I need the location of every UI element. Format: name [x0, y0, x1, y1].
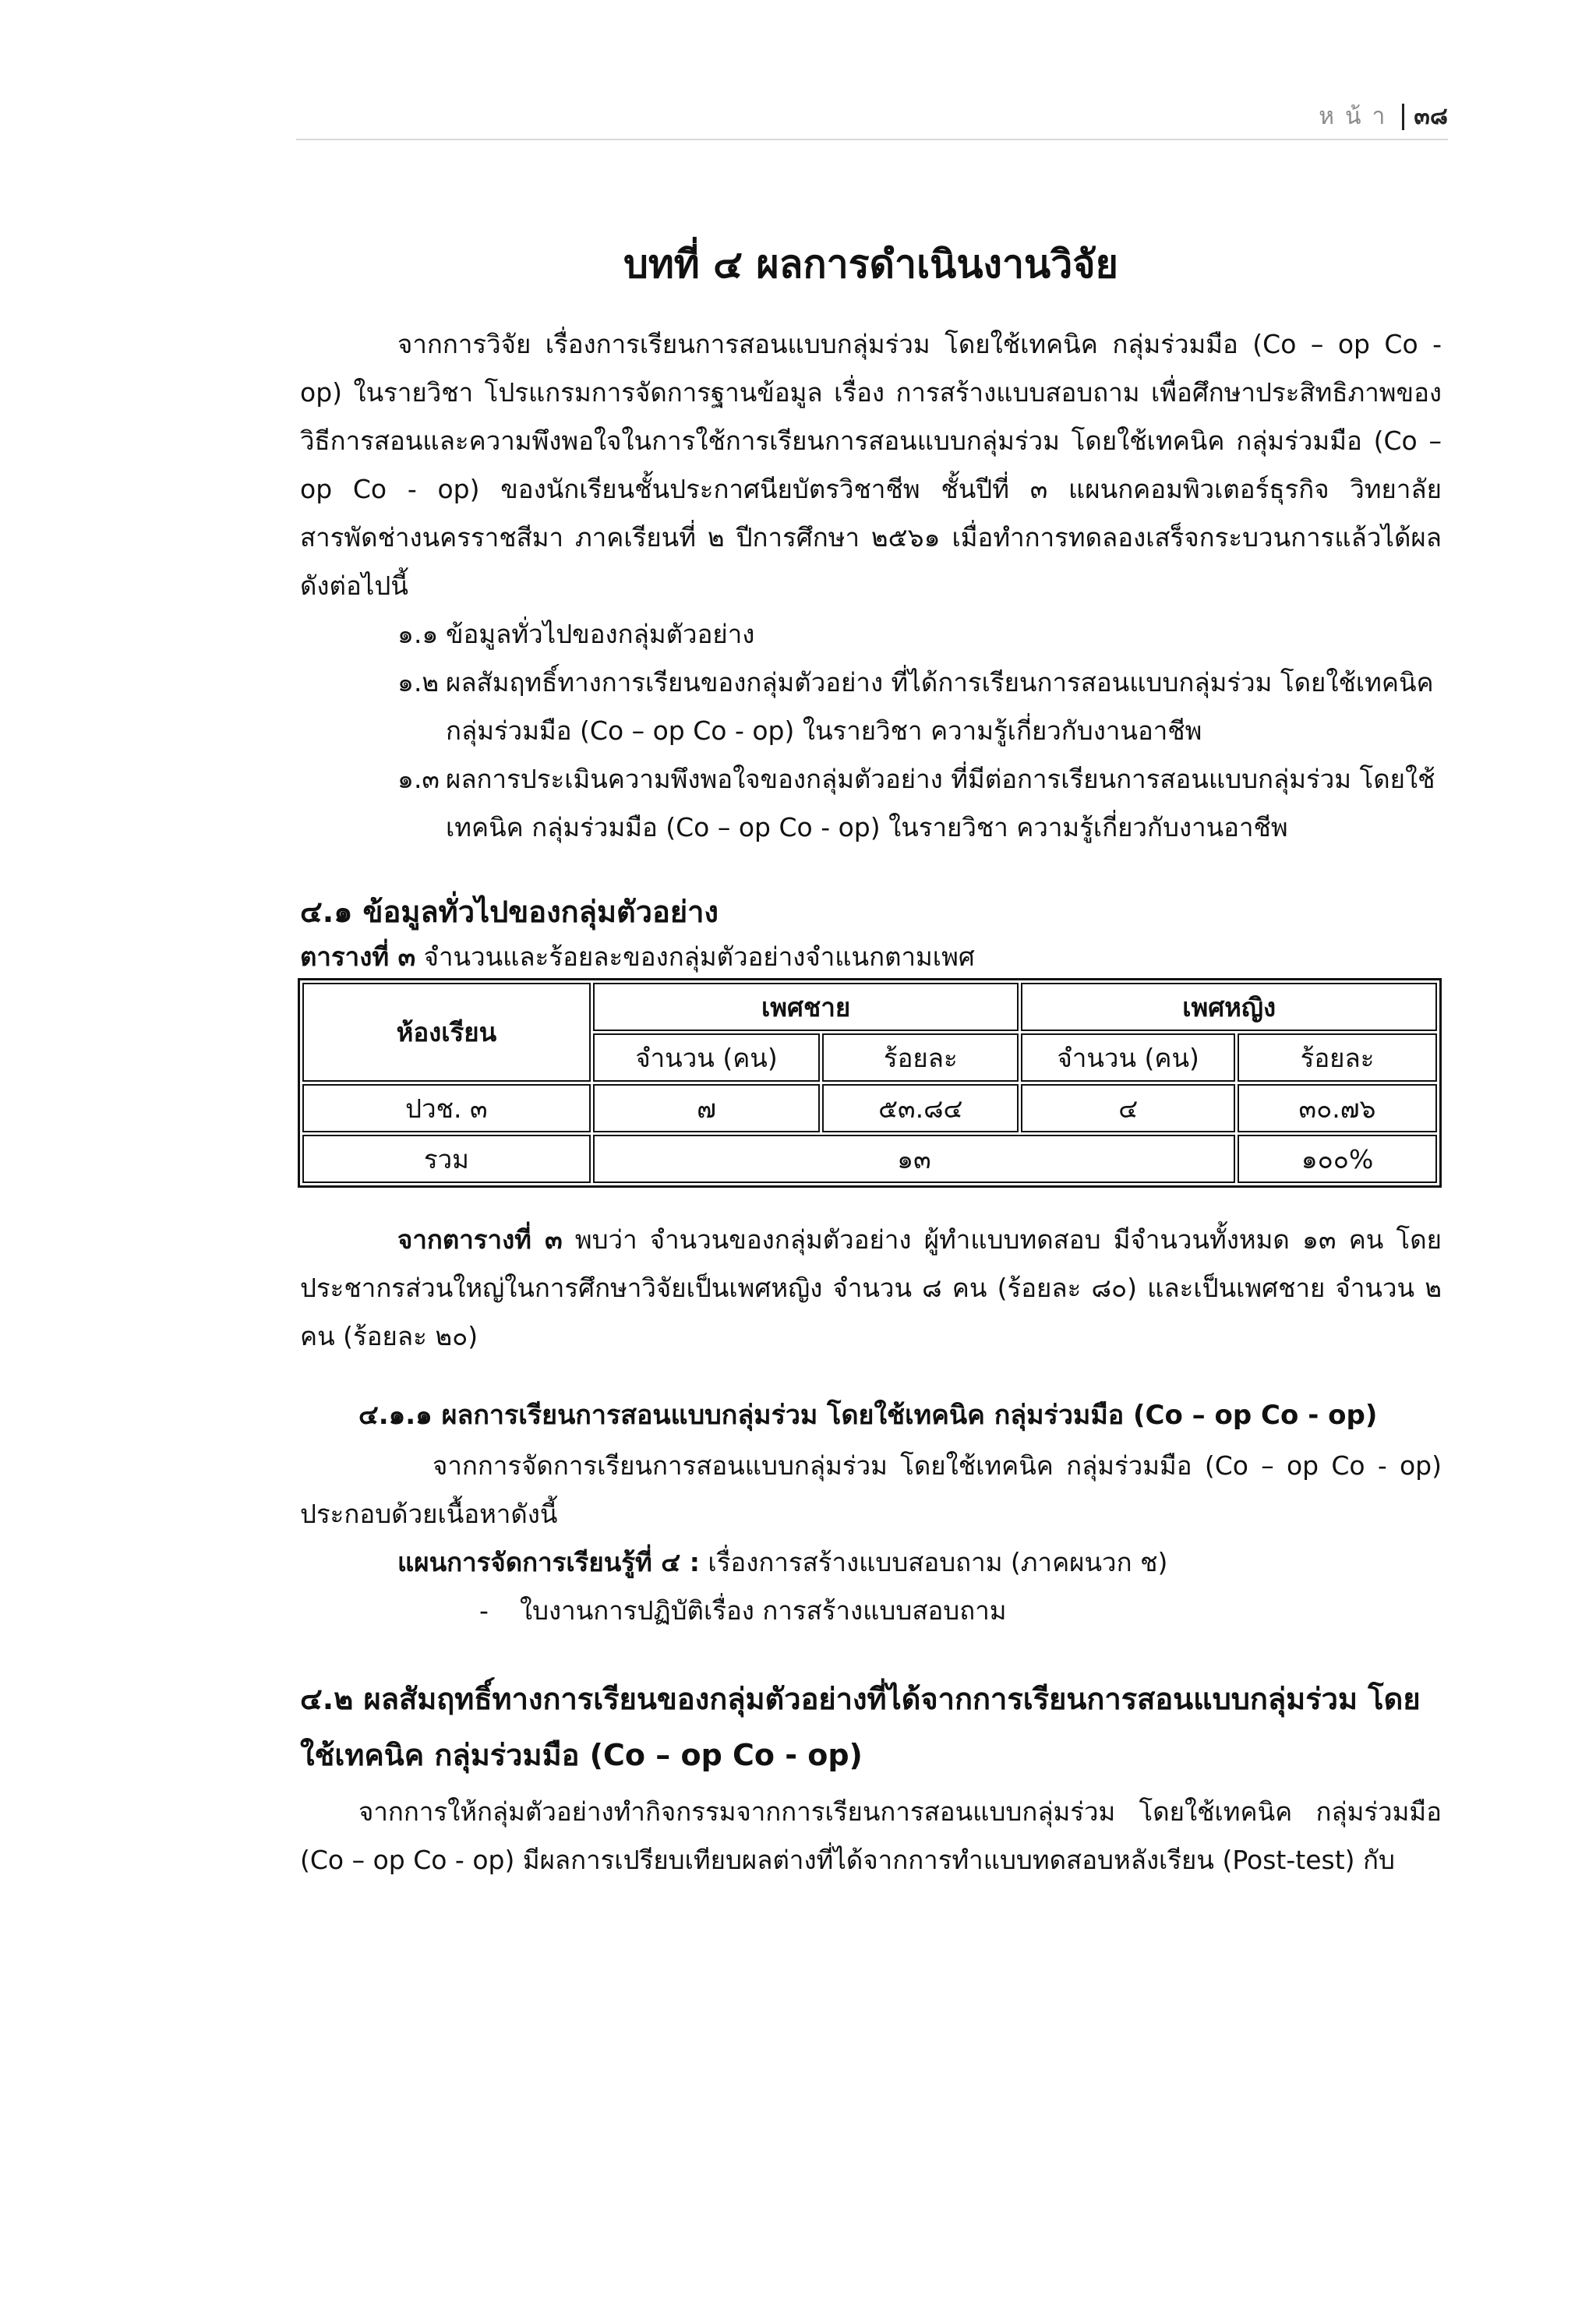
gender-table [298, 978, 1442, 1188]
lesson-plan-line [300, 1538, 1442, 1587]
outline-text: ข้อมูลทั่วไปของกลุ่มตัวอย่าง [446, 619, 755, 649]
page-number-block [1319, 98, 1448, 135]
section-4-1-1-heading: ๔.๑.๑ ผลการเรียนการสอนแบบกลุ่มร่วม โดยใช้เทคนิค กลุ่มร่วมมือ (Co – op Co - op) [358, 1400, 1378, 1431]
page-number: ๓๘ [1414, 103, 1448, 130]
summary-text: พบว่า จำนวนของกลุ่มตัวอย่าง ผู้ทำแบบทดสอบ มีจำนวนทั้งหมด ๑๓ คน โดยประชากรส่วนใหญ่ในการศึกษาวิจัยเป็นเพศหญิง จำนวน ๘ คน (ร้อยละ ๘๐) และเป็นเพศชาย จำนวน ๒ คน (ร้อยละ ๒๐) [300, 1224, 1442, 1351]
cell-male-count: ๗ [593, 1084, 820, 1132]
outline-number: ๑.๒ [397, 667, 440, 698]
summary-label: จากตารางที่ ๓ [397, 1224, 563, 1255]
lesson-plan-text: เรื่องการสร้างแบบสอบถาม (ภาคผนวก ช) [699, 1547, 1168, 1577]
section-4-2-heading: ๔.๒ ผลสัมฤทธิ์ทางการเรียนของกลุ่มตัวอย่างที่ได้จากการเรียนการสอนแบบกลุ่มร่วม โดยใช้เทคนิค กลุ่มร่วมมือ (Co – op Co - op) [300, 1682, 1421, 1772]
cell-room: ปวช. ๓ [302, 1084, 591, 1132]
table-header-row [302, 983, 1437, 1031]
chapter-title: บทที่ ๔ ผลการดำเนินงานวิจัย [623, 242, 1118, 287]
page-body [300, 234, 1442, 1884]
cell-total-count: ๑๓ [593, 1135, 1235, 1183]
table-total-row [302, 1135, 1437, 1183]
table-caption-label: ตารางที่ ๓ [300, 941, 416, 972]
outline-item [397, 755, 1442, 852]
subheader-female-count: จำนวน (คน) [1021, 1033, 1235, 1082]
cell-male-percent: ๕๓.๘๔ [822, 1084, 1019, 1132]
outline-item [397, 659, 1442, 755]
cell-total-percent: ๑๐๐% [1238, 1135, 1437, 1183]
outline-text: ผลการประเมินความพึงพอใจของกลุ่มตัวอย่าง ที่มีต่อการเรียนการสอนแบบกลุ่มร่วม โดยใช้เทคนิค กลุ่มร่วมมือ (Co – op Co - op) ในรายวิชา ความรู้เกี่ยวกับงานอาชีพ [446, 764, 1435, 842]
bullet-text: ใบงานการปฏิบัติเรื่อง การสร้างแบบสอบถาม [520, 1595, 1007, 1626]
page-label: หน้า [1319, 103, 1396, 130]
outline-list [300, 610, 1442, 852]
cell-female-percent: ๓๐.๗๖ [1238, 1084, 1437, 1132]
outline-number: ๑.๑ [397, 619, 439, 649]
section-4-1-1-paragraph: จากการจัดการเรียนการสอนแบบกลุ่มร่วม โดยใช้เทคนิค กลุ่มร่วมมือ (Co – op Co - op) ประกอบด้วยเนื้อหาดังนี้ [300, 1450, 1442, 1529]
bullet-dash: - [479, 1595, 489, 1626]
outline-text: ผลสัมฤทธิ์ทางการเรียนของกลุ่มตัวอย่าง ที่ได้การเรียนการสอนแบบกลุ่มร่วม โดยใช้เทคนิค กลุ่มร่วมมือ (Co – op Co - op) ในรายวิชา ความรู้เกี่ยวกับงานอาชีพ [446, 667, 1434, 746]
page-header [296, 87, 1448, 140]
intro-paragraph: จากการวิจัย เรื่องการเรียนการสอนแบบกลุ่มร่วม โดยใช้เทคนิค กลุ่มร่วมมือ (Co – op Co - op) ในรายวิชา โปรแกรมการจัดการฐานข้อมูล เรื่อง การสร้างแบบสอบถาม เพื่อศึกษาประสิทธิภาพของวิธีการสอนและความพึงพอใจในการใช้การเรียนการสอนแบบกลุ่มร่วม โดยใช้เทคนิค กลุ่มร่วมมือ (Co – op Co - op) ของนักเรียนชั้นประกาศนียบัตรวิชาชีพ ชั้นปีที่ ๓ แผนกคอมพิวเตอร์ธุรกิจ วิทยาลัยสารพัดช่างนครราชสีมา ภาคเรียนที่ ๒ ปีการศึกษา ๒๕๖๑ เมื่อทำการทดลองเสร็จกระบวนการแล้วได้ผลดังต่อไปนี้ [300, 329, 1442, 601]
header-divider [1402, 104, 1404, 130]
outline-item [397, 610, 1442, 659]
cell-female-count: ๔ [1021, 1084, 1235, 1132]
header-room: ห้องเรียน [302, 983, 591, 1082]
subheader-female-percent: ร้อยละ [1238, 1033, 1437, 1082]
table-caption-text: จำนวนและร้อยละของกลุ่มตัวอย่างจำแนกตามเพศ [423, 941, 975, 972]
section-4-1-heading: ๔.๑ ข้อมูลทั่วไปของกลุ่มตัวอย่าง [300, 895, 719, 929]
lesson-plan-label: แผนการจัดการเรียนรู้ที่ ๔ : [397, 1547, 700, 1577]
header-male: เพศชาย [593, 983, 1019, 1031]
spacer [300, 1188, 1442, 1216]
section-4-2-paragraph: จากการให้กลุ่มตัวอย่างทำกิจกรรมจากการเรียนการสอนแบบกลุ่มร่วม โดยใช้เทคนิค กลุ่มร่วมมือ (Co – op Co - op) มีผลการเปรียบเทียบผลต่างที่ได้จากการทำแบบทดสอบหลังเรียน (Post-test) กับ [300, 1796, 1442, 1875]
cell-total-label: รวม [302, 1135, 591, 1183]
subheader-male-count: จำนวน (คน) [593, 1033, 820, 1082]
table-caption [300, 938, 1442, 977]
outline-number: ๑.๓ [397, 764, 440, 794]
header-female: เพศหญิง [1021, 983, 1437, 1031]
subheader-male-percent: ร้อยละ [822, 1033, 1019, 1082]
list-item [300, 1587, 1442, 1635]
table-row [302, 1084, 1437, 1132]
table-summary-paragraph [300, 1216, 1442, 1361]
